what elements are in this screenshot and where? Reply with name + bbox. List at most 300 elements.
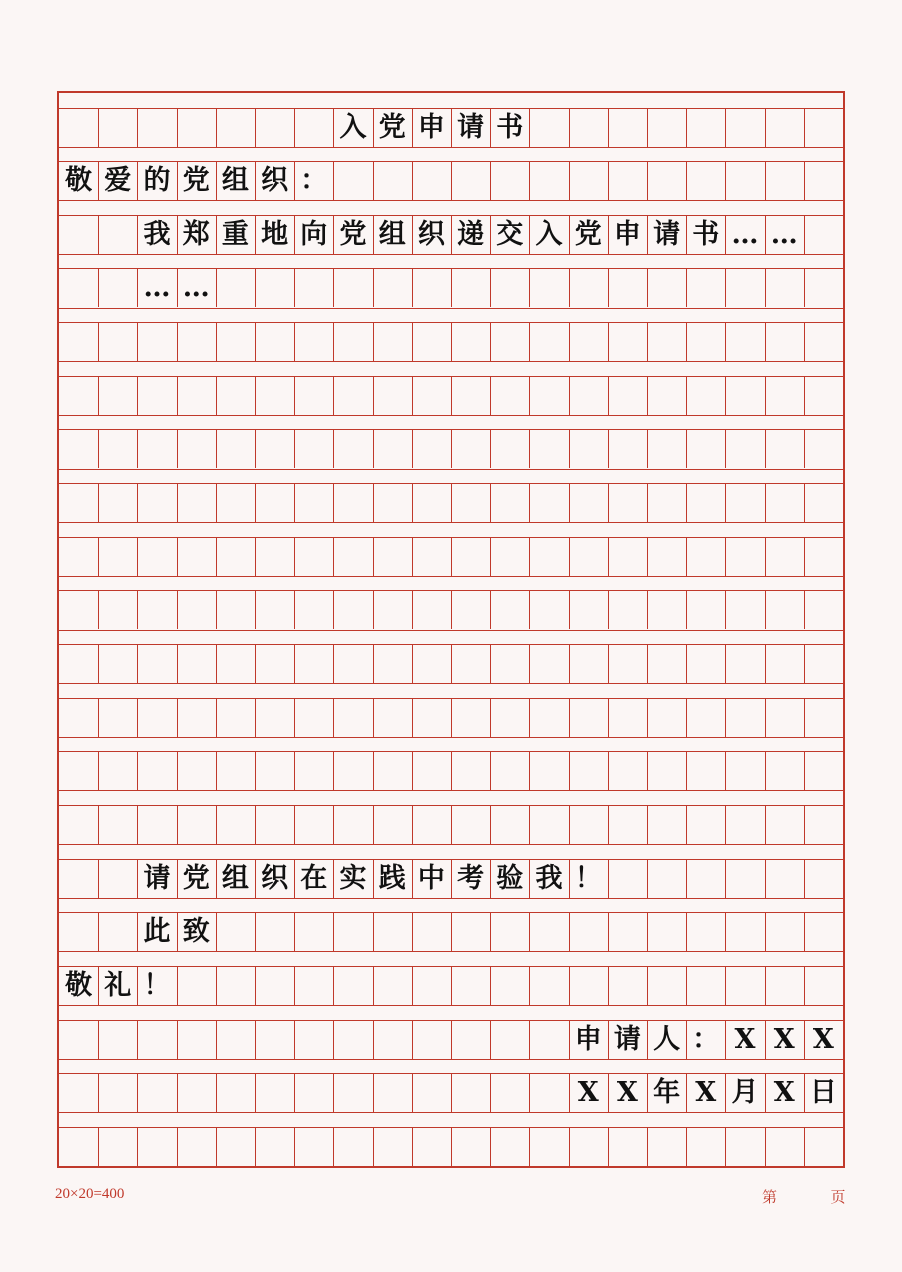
grid-cell-divider <box>412 376 413 415</box>
grid-cell-divider <box>216 483 217 522</box>
grid-cell-divider <box>255 644 256 683</box>
grid-row-line <box>59 951 843 952</box>
grid-char: 交 <box>496 218 524 250</box>
grid-char: 申 <box>574 1023 602 1055</box>
grid-cell-divider <box>608 644 609 683</box>
grid-cell-divider <box>451 644 452 683</box>
grid-cell-divider <box>412 966 413 1005</box>
grid-cell-divider <box>529 429 530 468</box>
grid-cell-divider <box>569 429 570 468</box>
grid-cell-divider <box>529 698 530 737</box>
grid-cell-divider <box>451 698 452 737</box>
grid-cell-divider <box>451 966 452 1005</box>
grid-cell-divider <box>686 429 687 468</box>
grid-cell-divider <box>216 1127 217 1166</box>
grid-cell-divider <box>137 1020 138 1059</box>
grid-cell-divider <box>725 966 726 1005</box>
grid-char: 践 <box>378 862 406 894</box>
grid-cell-divider <box>294 1073 295 1112</box>
grid-cell-divider <box>177 966 178 1005</box>
grid-cell-divider <box>569 161 570 200</box>
grid-cell-divider <box>490 751 491 790</box>
grid-char: 党 <box>182 862 210 894</box>
grid-cell-divider <box>137 429 138 468</box>
grid-cell-divider <box>765 483 766 522</box>
grid-cell-divider <box>569 966 570 1005</box>
grid-row-line <box>59 1112 843 1113</box>
grid-char: 我 <box>535 862 563 894</box>
grid-cell-divider <box>647 268 648 307</box>
grid-cell-divider <box>647 322 648 361</box>
grid-cell-divider <box>255 376 256 415</box>
grid-cell-divider <box>137 644 138 683</box>
grid-cell-divider <box>490 590 491 629</box>
grid-cell-divider <box>333 537 334 576</box>
grid-cell-divider <box>490 1127 491 1166</box>
grid-cell-divider <box>333 161 334 200</box>
grid-char: 日 <box>809 1077 837 1109</box>
grid-cell-divider <box>804 698 805 737</box>
grid-cell-divider <box>216 805 217 844</box>
grid-char: … <box>770 218 798 250</box>
grid-cell-divider <box>373 1020 374 1059</box>
grid-cell-divider <box>177 1020 178 1059</box>
grid-cell-divider <box>451 537 452 576</box>
grid-cell-divider <box>529 322 530 361</box>
grid-cell-divider <box>412 644 413 683</box>
grid-cell-divider <box>98 322 99 361</box>
grid-char: 致 <box>182 916 210 948</box>
grid-cell-divider <box>686 376 687 415</box>
grid-cell-divider <box>804 537 805 576</box>
grid-cell-divider <box>216 376 217 415</box>
grid-cell-divider <box>569 805 570 844</box>
grid-cell-divider <box>177 1073 178 1112</box>
grid-cell-divider <box>333 590 334 629</box>
grid-cell-divider <box>804 322 805 361</box>
grid-cell-divider <box>686 805 687 844</box>
grid-cell-divider <box>333 1020 334 1059</box>
grid-cell-divider <box>373 376 374 415</box>
grid-char: 敬 <box>65 969 93 1001</box>
grid-char: X <box>812 1023 834 1055</box>
grid-cell-divider <box>333 268 334 307</box>
grid-cell-divider <box>98 215 99 254</box>
grid-cell-divider <box>725 751 726 790</box>
grid-cell-divider <box>412 805 413 844</box>
grid-cell-divider <box>765 108 766 147</box>
grid-cell-divider <box>451 805 452 844</box>
grid-cell-divider <box>451 1073 452 1112</box>
grid-cell-divider <box>451 268 452 307</box>
grid-row-line <box>59 790 843 791</box>
grid-char: 请 <box>457 111 485 143</box>
grid-cell-divider <box>412 483 413 522</box>
grid-cell-divider <box>412 322 413 361</box>
grid-cell-divider <box>98 376 99 415</box>
grid-cell-divider <box>255 483 256 522</box>
grid-char: 组 <box>378 218 406 250</box>
grid-cell-divider <box>490 322 491 361</box>
grid-char: 书 <box>496 111 524 143</box>
grid-cell-divider <box>137 537 138 576</box>
grid-cell-divider <box>294 322 295 361</box>
grid-cell-divider <box>569 268 570 307</box>
grid-cell-divider <box>255 108 256 147</box>
grid-cell-divider <box>529 966 530 1005</box>
grid-cell-divider <box>98 859 99 898</box>
grid-cell-divider <box>294 966 295 1005</box>
grid-cell-divider <box>725 644 726 683</box>
grid-cell-divider <box>725 376 726 415</box>
grid-cell-divider <box>137 698 138 737</box>
grid-cell-divider <box>765 537 766 576</box>
grid-char: 组 <box>221 862 249 894</box>
grid-cell-divider <box>333 805 334 844</box>
grid-cell-divider <box>137 483 138 522</box>
grid-cell-divider <box>804 751 805 790</box>
grid-cell-divider <box>177 590 178 629</box>
grid-cell-divider <box>98 698 99 737</box>
grid-cell-divider <box>686 322 687 361</box>
grid-cell-divider <box>216 751 217 790</box>
grid-cell-divider <box>608 859 609 898</box>
grid-cell-divider <box>569 483 570 522</box>
grid-cell-divider <box>294 108 295 147</box>
grid-cell-divider <box>725 537 726 576</box>
grid-char: 请 <box>613 1023 641 1055</box>
grid-char: 礼 <box>104 969 132 1001</box>
grid-cell-divider <box>647 537 648 576</box>
grid-cell-divider <box>529 751 530 790</box>
grid-cell-divider <box>490 966 491 1005</box>
grid-cell-divider <box>569 698 570 737</box>
grid-cell-divider <box>804 108 805 147</box>
grid-cell-divider <box>608 268 609 307</box>
grid-cell-divider <box>608 698 609 737</box>
grid-row-line <box>59 361 843 362</box>
grid-cell-divider <box>725 859 726 898</box>
grid-cell-divider <box>373 1073 374 1112</box>
grid-cell-divider <box>569 912 570 951</box>
grid-cell-divider <box>216 537 217 576</box>
grid-cell-divider <box>137 108 138 147</box>
grid-cell-divider <box>137 376 138 415</box>
grid-cell-divider <box>647 1127 648 1166</box>
grid-cell-divider <box>686 268 687 307</box>
grid-cell-divider <box>137 590 138 629</box>
grid-cell-divider <box>686 483 687 522</box>
grid-cell-divider <box>412 590 413 629</box>
grid-row-line <box>59 898 843 899</box>
grid-char: ： <box>692 1023 720 1055</box>
grid-char: 郑 <box>182 218 210 250</box>
grid-cell-divider <box>412 429 413 468</box>
grid-char: 考 <box>457 862 485 894</box>
grid-cell-divider <box>137 805 138 844</box>
grid-cell-divider <box>255 698 256 737</box>
grid-cell-divider <box>804 859 805 898</box>
grid-cell-divider <box>647 912 648 951</box>
grid-cell-divider <box>608 429 609 468</box>
grid-cell-divider <box>255 966 256 1005</box>
grid-cell-divider <box>765 1127 766 1166</box>
grid-row-line <box>59 200 843 201</box>
grid-cell-divider <box>725 429 726 468</box>
grid-cell-divider <box>373 161 374 200</box>
grid-cell-divider <box>529 1020 530 1059</box>
grid-char: … <box>182 272 210 304</box>
grid-cell-divider <box>647 644 648 683</box>
grid-cell-divider <box>177 429 178 468</box>
grid-cell-divider <box>490 537 491 576</box>
grid-cell-divider <box>725 805 726 844</box>
grid-cell-divider <box>294 376 295 415</box>
grid-cell-divider <box>490 912 491 951</box>
grid-cell-divider <box>725 161 726 200</box>
grid-cell-divider <box>137 322 138 361</box>
grid-row-line <box>59 1005 843 1006</box>
grid-cell-divider <box>451 751 452 790</box>
grid-cell-divider <box>216 644 217 683</box>
grid-cell-divider <box>255 268 256 307</box>
grid-cell-divider <box>216 966 217 1005</box>
grid-cell-divider <box>333 483 334 522</box>
grid-char: 党 <box>378 111 406 143</box>
grid-cell-divider <box>294 590 295 629</box>
grid-cell-divider <box>98 483 99 522</box>
grid-cell-divider <box>569 537 570 576</box>
grid-cell-divider <box>216 1073 217 1112</box>
grid-char: 的 <box>143 165 171 197</box>
grid-char: 敬 <box>65 165 93 197</box>
grid-cell-divider <box>177 805 178 844</box>
grid-cell-divider <box>529 805 530 844</box>
grid-cell-divider <box>451 483 452 522</box>
grid-cell-divider <box>294 1127 295 1166</box>
grid-cell-divider <box>412 1020 413 1059</box>
grid-cell-divider <box>804 161 805 200</box>
grid-row-line <box>59 683 843 684</box>
grid-char: 党 <box>574 218 602 250</box>
grid-cell-divider <box>412 698 413 737</box>
grid-cell-divider <box>529 268 530 307</box>
grid-cell-divider <box>647 483 648 522</box>
grid-cell-divider <box>647 429 648 468</box>
grid-cell-divider <box>725 912 726 951</box>
grid-char: X <box>577 1077 599 1109</box>
grid-cell-divider <box>255 1020 256 1059</box>
grid-cell-divider <box>647 966 648 1005</box>
grid-cell-divider <box>177 322 178 361</box>
grid-cell-divider <box>765 912 766 951</box>
grid-cell-divider <box>137 1127 138 1166</box>
grid-cell-divider <box>412 912 413 951</box>
grid-char: 请 <box>143 862 171 894</box>
grid-cell-divider <box>333 376 334 415</box>
grid-char: ！ <box>574 862 602 894</box>
grid-row-line <box>59 1166 843 1167</box>
grid-cell-divider <box>647 751 648 790</box>
grid-cell-divider <box>333 429 334 468</box>
grid-cell-divider <box>765 429 766 468</box>
grid-cell-divider <box>294 912 295 951</box>
grid-cell-divider <box>608 590 609 629</box>
grid-cell-divider <box>608 751 609 790</box>
grid-cell-divider <box>294 268 295 307</box>
grid-cell-divider <box>647 161 648 200</box>
grid-row-line <box>59 576 843 577</box>
grid-cell-divider <box>333 912 334 951</box>
grid-cell-divider <box>137 1073 138 1112</box>
grid-char: 织 <box>261 862 289 894</box>
grid-cell-divider <box>412 268 413 307</box>
grid-cell-divider <box>255 805 256 844</box>
grid-cell-divider <box>725 322 726 361</box>
grid-cell-divider <box>177 644 178 683</box>
grid-cell-divider <box>294 698 295 737</box>
grid-cell-divider <box>569 376 570 415</box>
grid-cell-divider <box>490 1073 491 1112</box>
grid-char: … <box>731 218 759 250</box>
grid-cell-divider <box>569 322 570 361</box>
grid-cell-divider <box>294 537 295 576</box>
grid-cell-divider <box>804 376 805 415</box>
grid-char: ： <box>300 165 328 197</box>
grid-cell-divider <box>451 322 452 361</box>
page-prefix: 第 <box>762 1190 778 1206</box>
grid-cell-divider <box>569 108 570 147</box>
grid-cell-divider <box>765 590 766 629</box>
grid-char: 织 <box>417 218 445 250</box>
grid-char: 在 <box>300 862 328 894</box>
grid-cell-divider <box>529 376 530 415</box>
grid-cell-divider <box>333 1073 334 1112</box>
grid-cell-divider <box>412 1073 413 1112</box>
grid-row-line <box>59 254 843 255</box>
grid-char: 实 <box>339 862 367 894</box>
grid-cell-divider <box>490 161 491 200</box>
grid-cell-divider <box>451 376 452 415</box>
grid-char: 爱 <box>104 165 132 197</box>
grid-cell-divider <box>98 590 99 629</box>
grid-cell-divider <box>804 215 805 254</box>
grid-char: 党 <box>339 218 367 250</box>
manuscript-grid-paper <box>57 91 845 1168</box>
grid-cell-divider <box>373 268 374 307</box>
grid-char: 年 <box>653 1077 681 1109</box>
grid-cell-divider <box>529 1073 530 1112</box>
grid-cell-divider <box>686 912 687 951</box>
grid-cell-divider <box>98 1127 99 1166</box>
grid-char: 请 <box>653 218 681 250</box>
grid-cell-divider <box>765 376 766 415</box>
grid-cell-divider <box>373 751 374 790</box>
grid-cell-divider <box>686 108 687 147</box>
grid-cell-divider <box>529 483 530 522</box>
grid-cell-divider <box>373 537 374 576</box>
grid-cell-divider <box>216 322 217 361</box>
grid-cell-divider <box>529 644 530 683</box>
grid-row-line <box>59 147 843 148</box>
grid-cell-divider <box>294 751 295 790</box>
grid-cell-divider <box>216 912 217 951</box>
page-number-label <box>762 1186 846 1207</box>
grid-cell-divider <box>333 751 334 790</box>
grid-cell-divider <box>529 108 530 147</box>
grid-cell-divider <box>765 805 766 844</box>
grid-cell-divider <box>725 698 726 737</box>
grid-row-line <box>59 737 843 738</box>
grid-cell-divider <box>686 698 687 737</box>
grid-cell-divider <box>451 161 452 200</box>
grid-cell-divider <box>451 1127 452 1166</box>
grid-spec-label: 20×20=400 <box>55 1186 125 1202</box>
grid-cell-divider <box>333 1127 334 1166</box>
grid-cell-divider <box>569 644 570 683</box>
grid-cell-divider <box>529 537 530 576</box>
grid-cell-divider <box>451 590 452 629</box>
grid-cell-divider <box>608 1127 609 1166</box>
grid-cell-divider <box>255 1127 256 1166</box>
grid-cell-divider <box>373 483 374 522</box>
grid-cell-divider <box>177 483 178 522</box>
grid-cell-divider <box>373 590 374 629</box>
grid-row-line <box>59 415 843 416</box>
grid-cell-divider <box>647 859 648 898</box>
grid-cell-divider <box>765 268 766 307</box>
grid-cell-divider <box>490 698 491 737</box>
grid-cell-divider <box>255 537 256 576</box>
grid-cell-divider <box>255 912 256 951</box>
grid-cell-divider <box>216 429 217 468</box>
grid-cell-divider <box>725 1127 726 1166</box>
grid-row-line <box>59 522 843 523</box>
grid-cell-divider <box>725 108 726 147</box>
grid-cell-divider <box>804 483 805 522</box>
grid-cell-divider <box>412 537 413 576</box>
grid-cell-divider <box>765 161 766 200</box>
grid-char: 向 <box>300 218 328 250</box>
grid-cell-divider <box>294 1020 295 1059</box>
grid-cell-divider <box>373 698 374 737</box>
grid-cell-divider <box>373 644 374 683</box>
grid-cell-divider <box>177 376 178 415</box>
grid-cell-divider <box>529 161 530 200</box>
grid-cell-divider <box>686 161 687 200</box>
grid-char: 入 <box>535 218 563 250</box>
grid-cell-divider <box>137 751 138 790</box>
grid-cell-divider <box>804 429 805 468</box>
grid-cell-divider <box>686 590 687 629</box>
grid-row-line <box>59 308 843 309</box>
grid-row-line <box>59 469 843 470</box>
grid-char: 中 <box>417 862 445 894</box>
grid-cell-divider <box>686 751 687 790</box>
grid-cell-divider <box>98 805 99 844</box>
grid-cell-divider <box>608 912 609 951</box>
grid-cell-divider <box>765 751 766 790</box>
grid-cell-divider <box>608 537 609 576</box>
grid-cell-divider <box>569 1127 570 1166</box>
grid-cell-divider <box>804 912 805 951</box>
grid-cell-divider <box>177 1127 178 1166</box>
grid-cell-divider <box>451 1020 452 1059</box>
grid-cell-divider <box>490 429 491 468</box>
grid-cell-divider <box>804 268 805 307</box>
grid-char: X <box>734 1023 756 1055</box>
grid-cell-divider <box>686 537 687 576</box>
